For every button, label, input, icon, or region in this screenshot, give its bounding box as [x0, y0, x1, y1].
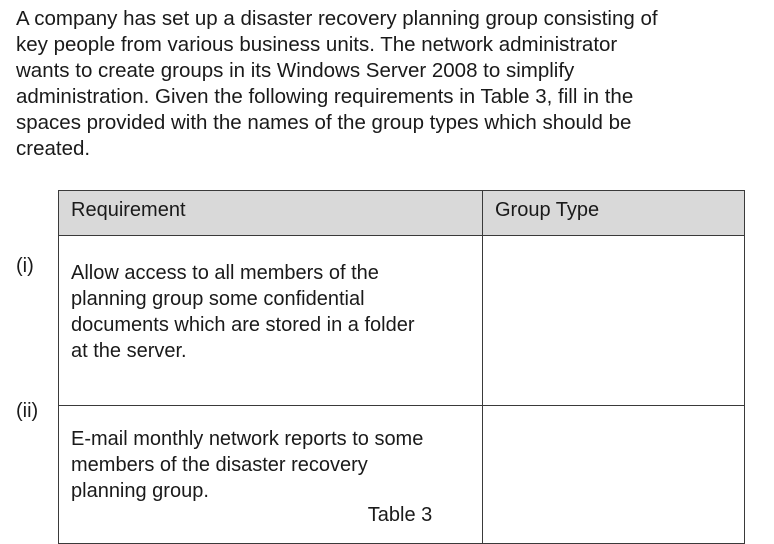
requirement-cell — [59, 236, 483, 406]
row-label-i: (i) — [16, 255, 34, 277]
question-line: A company has set up a disaster recovery planning group consisting of — [16, 7, 658, 30]
question-line: created. — [16, 137, 91, 160]
question-text — [16, 6, 756, 162]
table-caption: Table 3 — [367, 504, 433, 526]
requirement-line: documents which are stored in a folder — [71, 314, 415, 336]
question-line: administration. Given the following requirements in Table 3, fill in the — [16, 85, 634, 108]
table-row — [59, 236, 745, 406]
requirements-table — [58, 190, 744, 502]
header-requirement: Requirement — [59, 191, 483, 236]
requirement-line: Allow access to all members of the — [71, 262, 379, 284]
group-type-answer-cell[interactable] — [483, 236, 745, 406]
requirement-line: planning group some confidential — [71, 288, 365, 310]
question-line: key people from various business units. The network administrator — [16, 33, 618, 56]
header-group-type: Group Type — [483, 191, 745, 236]
row-label-ii: (ii) — [16, 400, 39, 422]
question-line: spaces provided with the names of the group types which should be — [16, 111, 632, 134]
requirement-line: members of the disaster recovery — [71, 454, 368, 476]
requirement-line: E-mail monthly network reports to some — [71, 428, 424, 450]
requirement-line: planning group. — [71, 480, 209, 502]
question-line: wants to create groups in its Windows Server 2008 to simplify — [16, 59, 575, 82]
requirement-line: at the server. — [71, 340, 187, 362]
